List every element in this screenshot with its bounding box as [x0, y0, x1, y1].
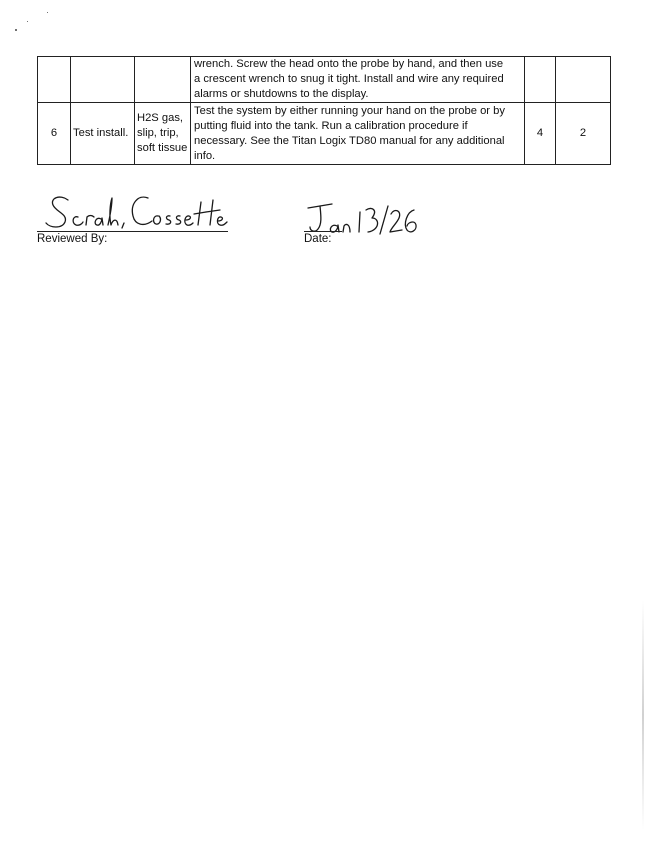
job-hazard-table	[37, 56, 611, 165]
procedure-line: Test the system by either running your hand on the probe or by	[194, 104, 505, 117]
hazard-line: H2S gas,	[137, 112, 184, 124]
scan-speck	[47, 12, 48, 13]
date-signature-line	[304, 231, 342, 232]
score-cell: 4	[525, 103, 556, 165]
task-cell: Test install.	[71, 103, 135, 165]
scan-speck	[27, 21, 28, 22]
scan-speck	[15, 29, 17, 31]
score-cell: 2	[556, 103, 611, 165]
procedure-cell	[191, 103, 525, 165]
procedure-line: info.	[194, 149, 216, 162]
hazard-line: soft tissue	[137, 142, 188, 154]
score-cell	[556, 57, 611, 103]
table-row	[38, 103, 611, 165]
reviewer-signature-line	[37, 231, 228, 232]
score-cell	[525, 57, 556, 103]
reviewed-by-label: Reviewed By:	[37, 233, 108, 245]
procedure-line: wrench. Screw the head onto the probe by hand, and then use	[194, 58, 504, 70]
table-row	[38, 57, 611, 103]
procedure-line: alarms or shutdowns to the display.	[194, 88, 369, 100]
scan-edge-shadow	[642, 600, 644, 830]
reviewer-signature	[38, 190, 233, 234]
hazards-cell	[135, 103, 191, 165]
hazards-cell	[135, 57, 191, 103]
handwritten-date	[304, 198, 424, 238]
step-number-cell	[38, 57, 71, 103]
procedure-line: a crescent wrench to snug it tight. Install and wire any required	[194, 73, 504, 85]
procedure-cell	[191, 57, 525, 103]
hazard-line: slip, trip,	[137, 127, 179, 139]
procedure-line: putting fluid into the tank. Run a calibration procedure if	[194, 119, 468, 132]
procedure-line: necessary. See the Titan Logix TD80 manual for any additional	[194, 134, 505, 147]
date-label: Date:	[304, 233, 332, 245]
task-cell	[71, 57, 135, 103]
step-number-cell: 6	[38, 103, 71, 165]
